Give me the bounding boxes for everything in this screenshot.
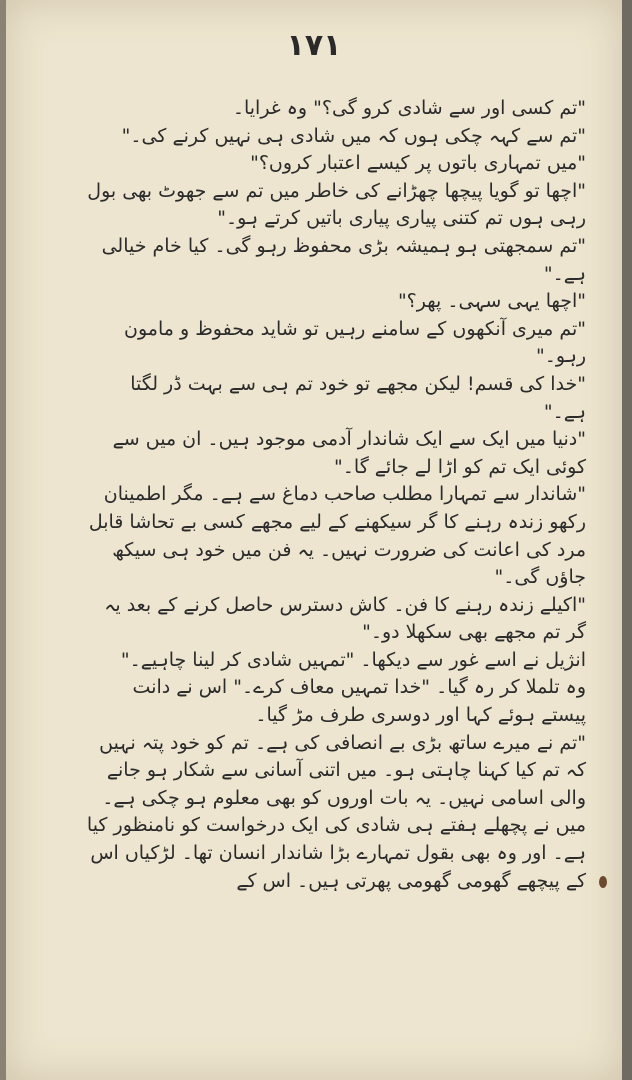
paragraph: "تم نے میرے ساتھ بڑی بے انصافی کی ہے۔ تم کو خود پتہ نہیں کہ تم کیا کہنا چاہتی ہو۔ میں اتنی آسانی سے شکار ہو جانے والی اسامی نہیں۔ یہ بات اوروں کو بھی معلوم ہو چکی ہے۔ میں نے پچھلے ہفتے ہی شادی کی ایک درخواست کو نامنظور کیا ہے۔ اور وہ بھی بقول تمہارے بڑا شاندار انسان تھا۔ لڑکیاں اس کے پیچھے گھومی گھومی پھرتی ہیں۔ اس کے [86, 731, 586, 892]
page-edge-shadow [622, 0, 632, 1080]
book-page [6, 0, 622, 1080]
paragraph: "تم میری آنکھوں کے سامنے رہیں تو شاید محفوظ و مامون رہو۔" [124, 317, 586, 368]
paragraph: "تم سے کہہ چکی ہوں کہ میں شادی ہی نہیں کرنے کی۔" [121, 124, 586, 147]
ink-blot [599, 876, 607, 888]
paragraph: "اچھا یہی سہی۔ پھر؟" [397, 290, 586, 313]
paragraph: "تم کسی اور سے شادی کرو گی؟" وہ غرایا۔ [232, 97, 586, 119]
paragraph: "دنیا میں ایک سے ایک شاندار آدمی موجود ہیں۔ ان میں سے کوئی ایک تم کو اڑا لے جائے گا۔" [112, 428, 586, 478]
paragraph: انژیل نے اسے غور سے دیکھا۔ "تمہیں شادی کر لینا چاہیے۔" [120, 648, 586, 671]
page-number: ۱۷۱ [286, 28, 342, 63]
paragraph: "اکیلے زندہ رہنے کا فن۔ کاش دسترس حاصل کرنے کے بعد یہ گر تم مجھے بھی سکھلا دو۔" [104, 593, 586, 644]
paragraph: "خدا کی قسم! لیکن مجھے تو خود تم ہی سے بہت ڈر لگتا ہے۔" [130, 372, 586, 423]
paragraph: "شاندار سے تمہارا مطلب صاحب دماغ سے ہے۔ مگر اطمینان رکھو زندہ رہنے کا گر سیکھنے کے لیے مجھے کسی بے تحاشا قابل مرد کی اعانت کی ضرورت نہیں۔ یہ فن میں خود ہی سیکھ جاؤں گی۔" [88, 483, 586, 589]
paragraph: "میں تمہاری باتوں پر کیسے اعتبار کروں؟" [250, 152, 586, 175]
page-body [86, 95, 586, 895]
paragraph: "اچھا تو گویا پیچھا چھڑانے کی خاطر میں تم سے جھوٹ بھی بول رہی ہوں تم کتنی پیاری پیاری باتیں کرتے ہو۔" [87, 179, 586, 230]
paragraph: "تم سمجھتی ہو ہمیشہ بڑی محفوظ رہو گی۔ کیا خام خیالی ہے۔" [101, 234, 586, 285]
paragraph: وہ تلملا کر رہ گیا۔ "خدا تمہیں معاف کرے۔" اس نے دانت پیستے ہوئے کہا اور دوسری طرف مڑ گیا۔ [132, 676, 586, 727]
